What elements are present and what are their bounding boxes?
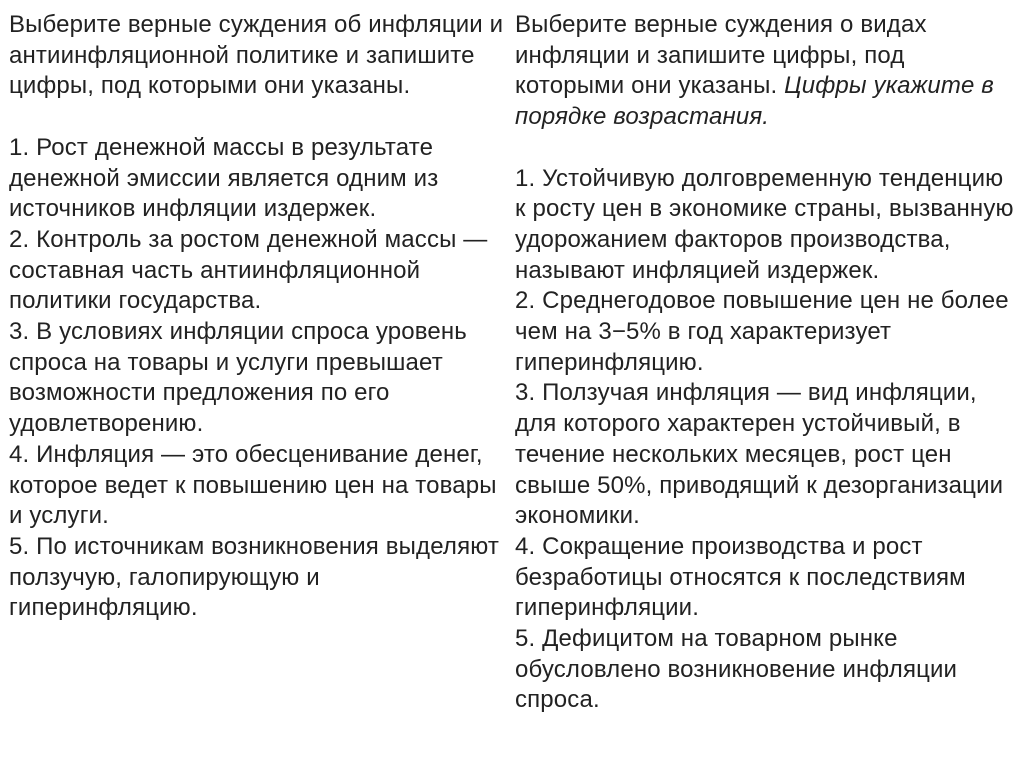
right-statement-item [515, 378, 1020, 532]
statement-text: Ползучая инфляция — вид инфляции, для которого характерен устойчивый, в течение нескольких месяцев, рост цен свыше 50%, приводящий к дезорганизации экономики. [515, 379, 1004, 530]
right-statement-item [515, 286, 1020, 378]
right-task-intro-text: Выберите верные суждения о видах инфляции и запишите цифры, под которыми они указаны. [515, 11, 927, 100]
statement-text: Инфляция — это обесценивание денег, которое ведет к повышению цен на товары и услуги. [9, 440, 497, 530]
right-task-instruction: Цифры укажите в порядке возрастания. [515, 72, 994, 131]
right-statement-item [515, 532, 1020, 624]
statement-number: 4. [9, 440, 30, 468]
left-statement-list [9, 133, 509, 624]
statement-text: В условиях инфляции спроса уровень спроса на товары и услуги превышает возможности предложения по его удовлетворению. [9, 318, 467, 438]
statement-text: Среднегодовое повышение цен не более чем на 3−5% в год характеризует гиперинфляцию. [515, 287, 1009, 376]
statement-number: 1. [9, 133, 30, 161]
statement-number: 2. [515, 287, 536, 315]
left-statement-item [9, 225, 509, 317]
left-task-intro: Выберите верные суждения об инфляции и антиинфляционной политике и запишите цифры, под которыми они указаны. [9, 11, 504, 100]
left-statement-item [9, 317, 509, 440]
statement-number: 3. [9, 318, 30, 346]
statement-text: По источникам возникновения выделяют ползучую, галопирующую и гиперинфляцию. [9, 532, 499, 622]
statement-number: 1. [515, 164, 536, 192]
right-task-column [515, 10, 1020, 716]
right-statement-item [515, 164, 1020, 287]
statement-number: 5. [515, 625, 536, 653]
statement-text: Контроль за ростом денежной массы — составная часть антиинфляционной политики государства. [9, 225, 488, 315]
statement-text: Дефицитом на товарном рынке обусловлено возникновение инфляции спроса. [515, 625, 958, 714]
right-statement-item [515, 624, 1020, 716]
left-statement-item [9, 440, 509, 532]
statement-number: 5. [9, 532, 30, 560]
right-statement-list [515, 164, 1020, 717]
left-task-column [9, 10, 509, 624]
right-task-intro [515, 10, 1020, 133]
statement-text: Рост денежной массы в результате денежной эмиссии является одним из источников инфляции издержек. [9, 133, 439, 223]
left-statement-item [9, 532, 509, 624]
statement-number: 4. [515, 532, 536, 560]
statement-number: 2. [9, 225, 30, 253]
statement-number: 3. [515, 379, 536, 407]
left-statement-item [9, 133, 509, 225]
statement-text: Сокращение производства и рост безработицы относятся к последствиям гиперинфляции. [515, 532, 966, 622]
statement-text: Устойчивую долговременную тенденцию к росту цен в экономике страны, вызванную удорожанием факторов производства, называют инфляцией издержек. [515, 164, 1014, 284]
